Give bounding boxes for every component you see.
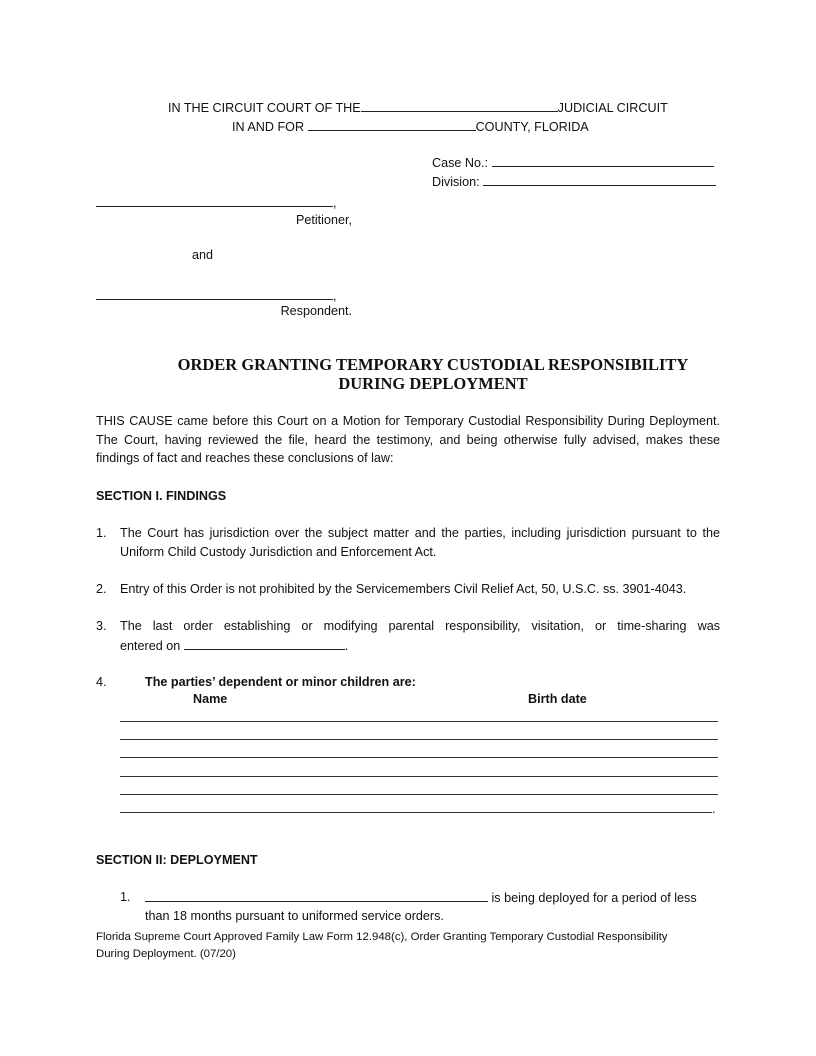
title-line-1: ORDER GRANTING TEMPORARY CUSTODIAL RESPONSIBILITY [177,355,689,374]
period: . [712,802,716,816]
county-line [232,117,589,136]
column-birth-date: Birth date [528,692,587,706]
child-entry-line[interactable] [120,721,718,722]
item-number: 2. [96,582,107,596]
item-number: 4. [96,675,107,689]
column-name: Name [193,692,228,706]
deployed-parent-blank[interactable] [145,888,488,902]
court-suffix: JUDICIAL CIRCUIT [557,101,668,115]
deployment-1 [145,888,697,907]
order-date-blank[interactable] [184,636,345,650]
court-line [168,98,668,117]
respondent-blank[interactable] [96,286,333,300]
comma: , [333,196,337,210]
item-number: 1. [120,890,131,904]
case-no-label: Case No.: [432,156,488,170]
title-line-2: DURING DEPLOYMENT [338,374,528,393]
deployment-1-cont: than 18 months pursuant to uniformed service orders. [145,909,444,923]
child-entry-line[interactable] [120,812,712,813]
circuit-blank[interactable] [361,98,558,112]
entered-on-label: entered on [120,639,181,653]
court-prefix: IN THE CIRCUIT COURT OF THE [168,101,361,115]
section-2-heading: SECTION II: DEPLOYMENT [96,853,258,867]
comma: , [333,289,337,303]
petitioner-label: Petitioner, [295,213,352,227]
division-line [432,172,716,191]
section-1-heading: SECTION I. FINDINGS [96,489,227,503]
period: . [344,639,349,653]
case-no-line [432,153,714,172]
finding-3-date-line [120,636,348,655]
child-entry-line[interactable] [120,739,718,740]
finding-4: The parties’ dependent or minor children are: [145,675,416,689]
finding-2: Entry of this Order is not prohibited by the Servicemembers Civil Relief Act, 50, U.S.C. ss. 3901-4043. [120,582,687,596]
footer-line-2: During Deployment. (07/20) [96,948,236,960]
and-label: and [192,248,214,262]
child-entry-line[interactable] [120,757,718,758]
petitioner-blank[interactable] [96,193,333,207]
division-label: Division: [432,175,480,189]
finding-1: The Court has jurisdiction over the subject matter and the parties, including jurisdiction pursuant to the Uniform Child Custody Jurisdiction and Enforcement Act. [120,526,720,559]
finding-3: The last order establishing or modifying parental responsibility, visitation, or time-sharing was [120,619,720,633]
county-prefix: IN AND FOR [232,120,305,134]
footer-line-1: Florida Supreme Court Approved Family Law Form 12.948(c), Order Granting Temporary Custodial Responsibility [96,931,668,943]
division-blank[interactable] [483,172,716,186]
deployment-text: is being deployed for a period of less [491,891,697,905]
item-number: 1. [96,526,107,540]
county-blank[interactable] [308,117,476,131]
item-number: 3. [96,619,107,633]
child-entry-line[interactable] [120,794,718,795]
county-suffix: COUNTY, FLORIDA [475,120,589,134]
case-no-blank[interactable] [492,153,714,167]
intro-paragraph: THIS CAUSE came before this Court on a Motion for Temporary Custodial Responsibility During Deployment. The Court, having reviewed the file, heard the testimony, and being otherwise fully advised, makes these findings of fact and reaches these conclusions of law: [96,414,720,465]
child-entry-line[interactable] [120,776,718,777]
respondent-label: Respondent. [280,304,352,318]
petitioner-name-line [96,193,337,212]
